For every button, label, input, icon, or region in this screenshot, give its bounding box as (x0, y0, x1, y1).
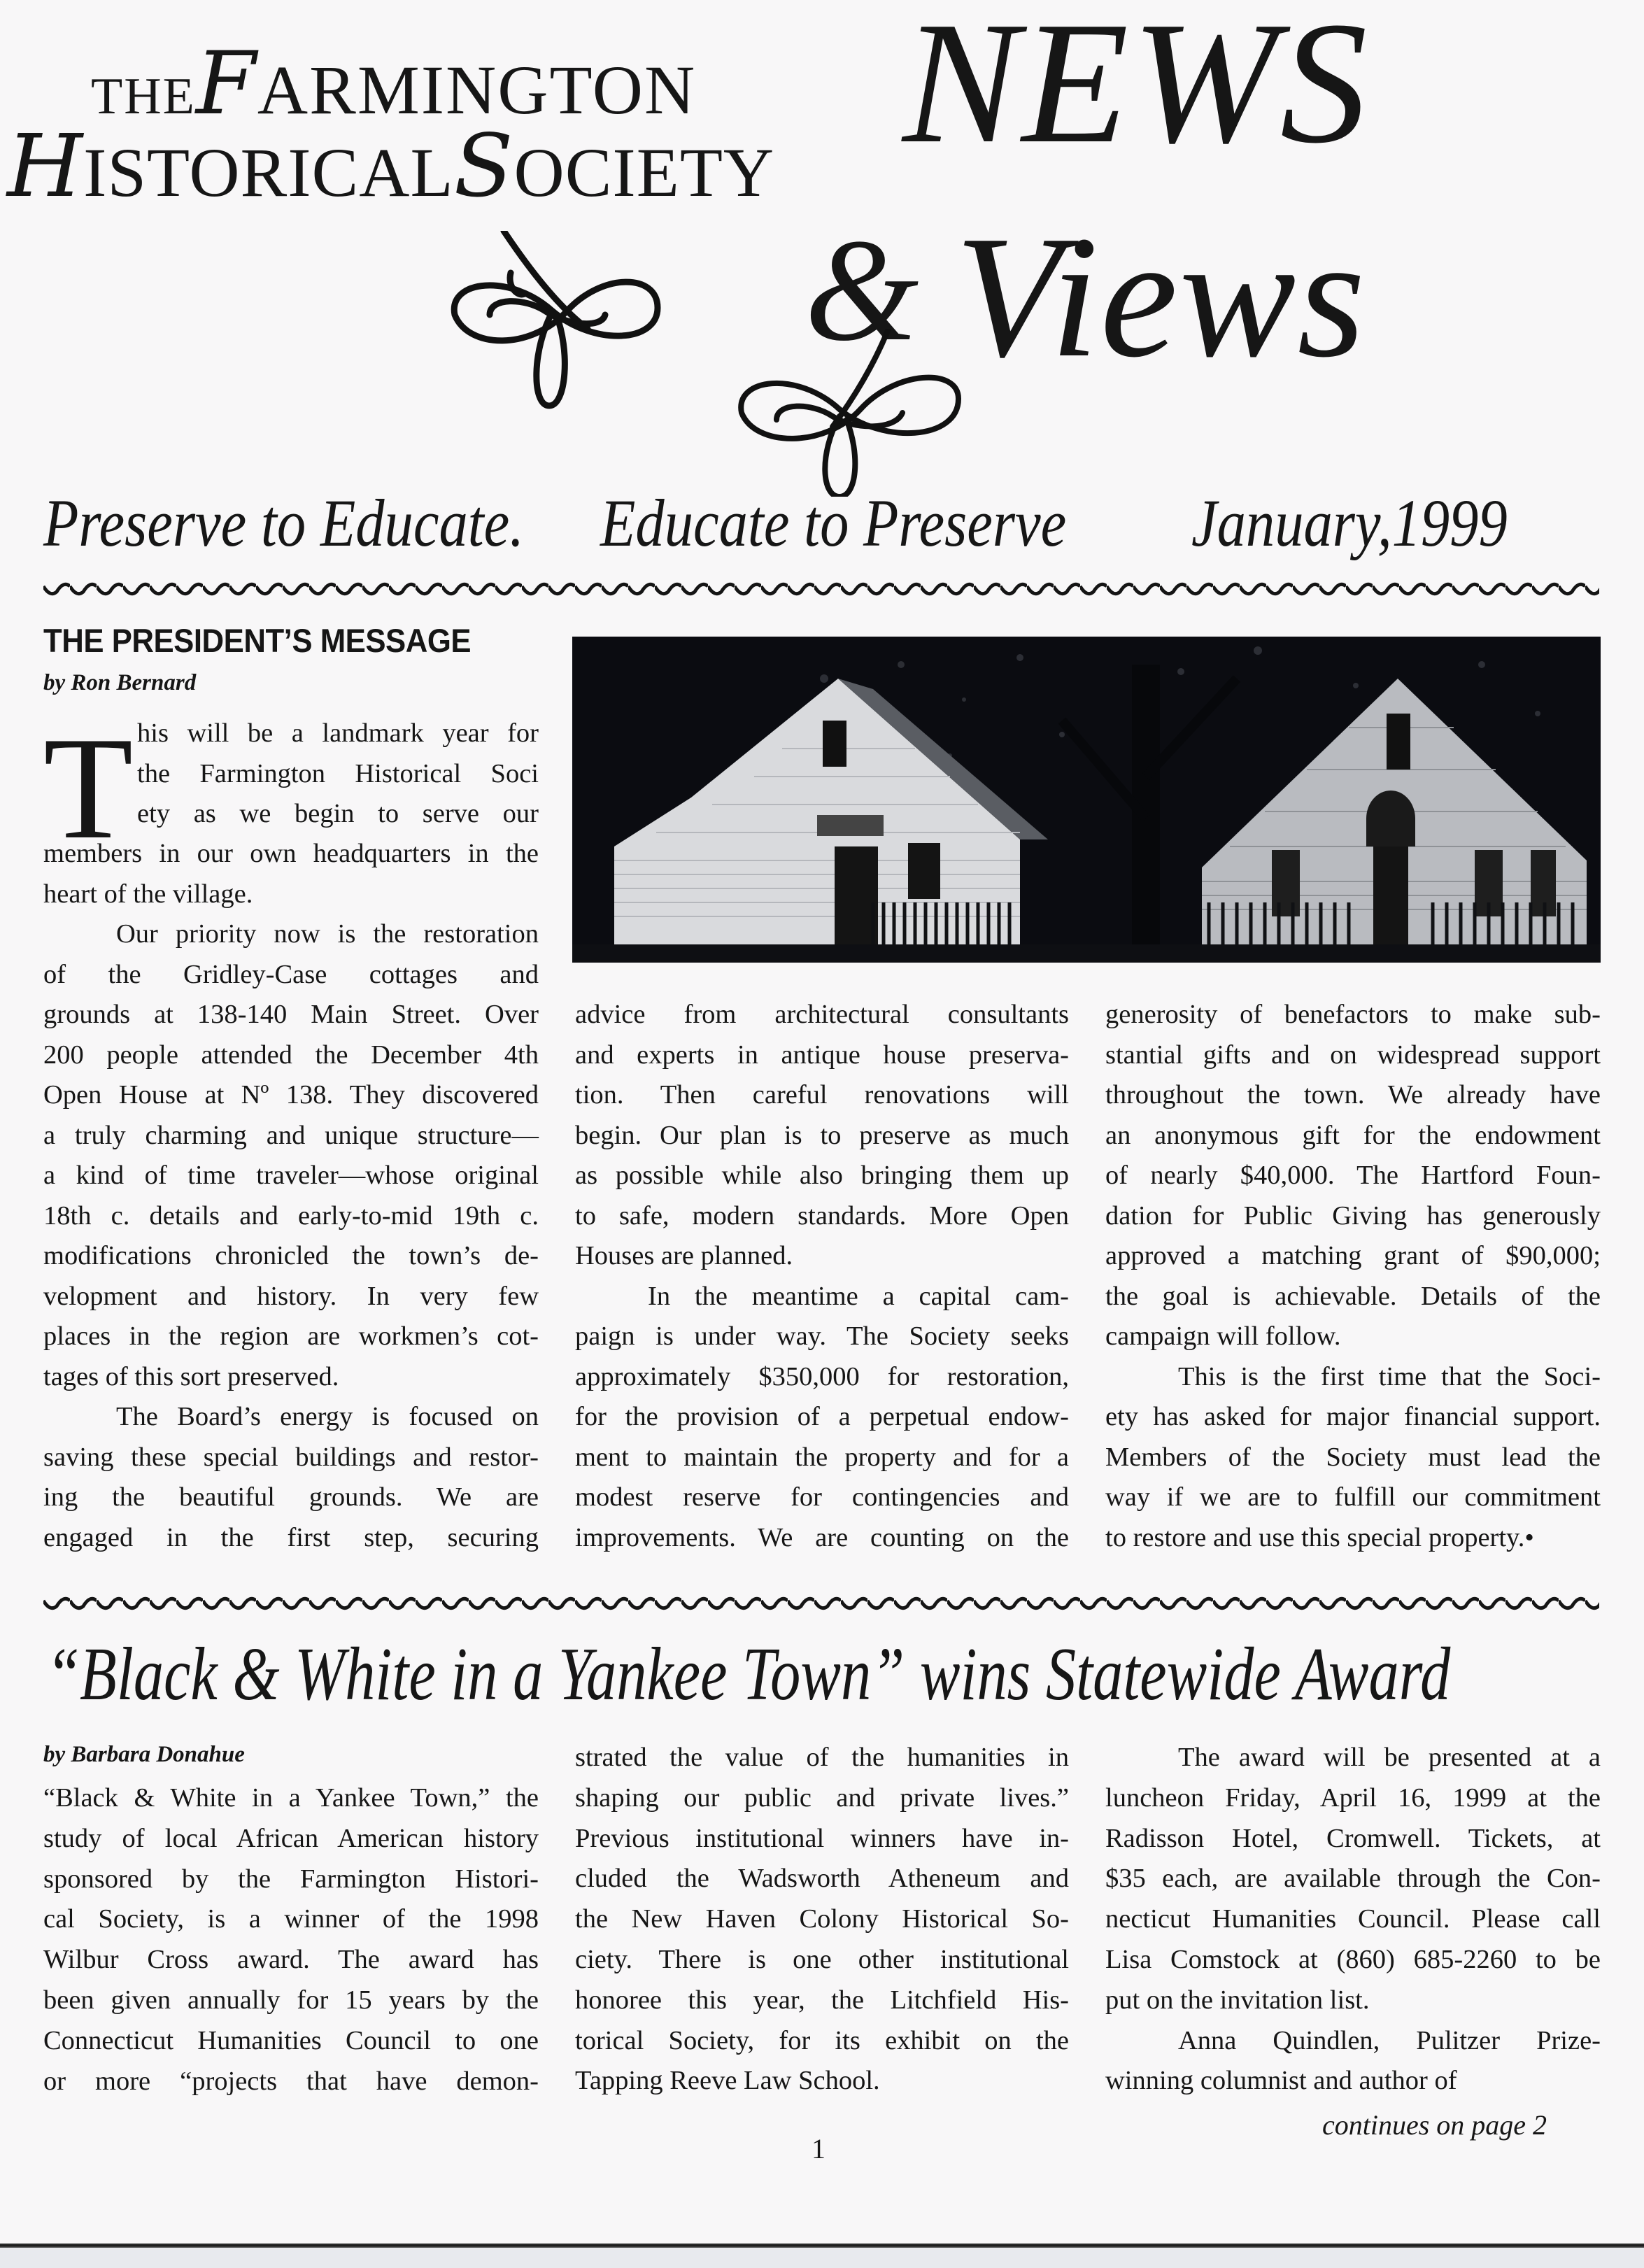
text-line: paign is under way. The Society seeks (575, 1321, 1069, 1351)
text-line: necticut Humanities Council. Please call (1105, 1904, 1601, 1934)
cottages-photo-illustration (572, 637, 1601, 963)
cottages-photo (572, 637, 1601, 963)
text-line: ing the beautiful grounds. We are (43, 1482, 539, 1512)
wavy-rule-divider-icon (43, 578, 1599, 606)
text-line: a kind of time traveler—whose original (43, 1161, 539, 1190)
text-line: strated the value of the humanities in (575, 1743, 1069, 1772)
text-line: ety as we begin to serve our (137, 799, 539, 828)
presidents-message-col1 (43, 834, 539, 1558)
text-line: for the provision of a perpetual endow- (575, 1402, 1069, 1431)
text-line: The award will be presented at a (1178, 1743, 1601, 1772)
byline-barbara-donahue: by Barbara Donahue (43, 1742, 245, 1767)
text-line: 18th c. details and early-to-mid 19th c. (43, 1200, 539, 1231)
text-line: ciety. There is one other institutional (575, 1944, 1069, 1974)
issue-date: January,1999 (1191, 486, 1508, 560)
org-name-line1 (91, 34, 697, 134)
text-line: of the Gridley-Case cottages and (43, 959, 539, 989)
org-name-swash-h: H (7, 116, 84, 217)
drop-cap: T (43, 707, 134, 870)
org-name-swash-s: S (453, 116, 514, 217)
text-line: begin. Our plan is to preserve as much (575, 1120, 1069, 1150)
motto-part2: Educate to Preserve (600, 486, 1067, 560)
org-name-society: OCIETY (513, 134, 775, 211)
text-line: Anna Quindlen, Pulitzer Prize- (1178, 2025, 1601, 2055)
presidents-message-col2 (575, 995, 1069, 1558)
text-line: “Black & White in a Yankee Town,” the (43, 1783, 539, 1813)
text-line: tages of this sort preserved. (43, 1361, 339, 1391)
newsletter-title-ampersand: & (805, 209, 919, 371)
text-line: shaping our public and private lives.” (575, 1782, 1069, 1813)
presidents-message-col1-top (137, 714, 539, 835)
text-line: his will be a landmark year for (137, 718, 539, 748)
motto-part1: Preserve to Educate. (43, 486, 524, 560)
text-line: Open House at Nº 138. They discovered (43, 1080, 539, 1110)
flourish-knot-ornament-icon (735, 329, 972, 497)
text-line: ety has asked for major financial support. (1105, 1402, 1601, 1431)
text-line: been given annually for 15 years by the (43, 1985, 539, 2015)
text-line: Connecticut Humanities Council to one (43, 2025, 539, 2055)
text-line: sponsored by the Farmington Histori- (43, 1864, 539, 1894)
text-line: ment to maintain the property and for a (575, 1442, 1069, 1472)
page-number: 1 (812, 2133, 825, 2164)
text-line: a truly charming and unique structure— (43, 1120, 539, 1150)
article-headline-award: “Black & White in a Yankee Town” wins Statewide Award (46, 1633, 1451, 1716)
flourish-knot-ornament-icon (427, 231, 693, 413)
text-line: This is the first time that the Soci- (1178, 1361, 1601, 1391)
text-line: heart of the village. (43, 879, 253, 909)
org-name-historical: ISTORICAL (83, 134, 454, 211)
text-line: luncheon Friday, April 16, 1999 at the (1105, 1782, 1601, 1813)
newsletter-title-views: Views (955, 200, 1367, 394)
text-line: put on the invitation list. (1105, 1985, 1370, 2015)
text-line: saving these special buildings and restor- (43, 1442, 539, 1472)
text-line: Houses are planned. (575, 1241, 793, 1270)
text-line: modifications chronicled the town’s de- (43, 1241, 539, 1270)
text-line: In the meantime a capital cam- (648, 1281, 1069, 1311)
text-line: engaged in the first step, securing (43, 1522, 539, 1552)
text-line: as possible while also bringing them up (575, 1161, 1069, 1190)
text-line: Tapping Reeve Law School. (575, 2066, 880, 2096)
wavy-rule-divider-icon (43, 1592, 1599, 1620)
org-name-swash-f: F (195, 34, 257, 134)
org-name-the: THE (91, 68, 196, 125)
text-line: the New Haven Colony Historical So- (575, 1904, 1069, 1934)
text-line: improvements. We are counting on the (575, 1522, 1069, 1552)
text-line: to restore and use this special property.• (1105, 1522, 1534, 1552)
text-line: throughout the town. We already have (1105, 1080, 1601, 1110)
text-line: cluded the Wadsworth Atheneum and (575, 1864, 1069, 1894)
award-article-col1 (43, 1778, 539, 2102)
text-line: torical Society, for its exhibit on the (575, 2025, 1069, 2055)
text-line: study of local African American history (43, 1823, 539, 1853)
text-line: approved a matching grant of $90,000; (1105, 1241, 1601, 1270)
text-line: Members of the Society must lead the (1105, 1442, 1601, 1472)
text-line: advice from architectural consultants (575, 1000, 1069, 1029)
text-line: modest reserve for contingencies and (575, 1482, 1069, 1512)
text-line: Previous institutional winners have in- (575, 1823, 1069, 1853)
text-line: to safe, modern standards. More Open (575, 1200, 1069, 1231)
text-line: dation for Public Giving has generously (1105, 1200, 1601, 1231)
text-line: $35 each, are available through the Con- (1105, 1864, 1601, 1894)
text-line: stantial gifts and on widespread support (1105, 1040, 1601, 1070)
text-line: Wilbur Cross award. The award has (43, 1945, 539, 1975)
award-article-col3 (1105, 1738, 1601, 2102)
continues-on-page-link[interactable]: continues on page 2 (1322, 2109, 1547, 2141)
text-line: or more “projects that have demon- (43, 2066, 539, 2096)
newsletter-title-news: NEWS (902, 0, 1370, 180)
text-line: the Farmington Historical Soci (137, 758, 539, 788)
text-line: cal Society, is a winner of the 1998 (43, 1904, 539, 1934)
text-line: Lisa Comstock at (860) 685-2260 to be (1105, 1944, 1601, 1974)
page-bottom-background (0, 2248, 1644, 2268)
text-line: the goal is achievable. Details of the (1105, 1281, 1601, 1311)
text-line: places in the region are workmen’s cot- (43, 1321, 539, 1351)
text-line: Radisson Hotel, Cromwell. Tickets, at (1105, 1823, 1601, 1853)
text-line: approximately $350,000 for restoration, (575, 1361, 1069, 1391)
text-line: generosity of benefactors to make sub- (1105, 1000, 1601, 1029)
text-line: 200 people attended the December 4th (43, 1040, 539, 1070)
text-line: and experts in antique house preserva- (575, 1040, 1069, 1070)
text-line: tion. Then careful renovations will (575, 1080, 1069, 1110)
text-line: grounds at 138-140 Main Street. Over (43, 1000, 539, 1029)
text-line: honoree this year, the Litchfield His- (575, 1985, 1069, 2015)
award-article-col2 (575, 1738, 1069, 2102)
text-line: Our priority now is the restoration (116, 919, 539, 949)
org-name-farmington: ARMINGTON (257, 51, 697, 129)
text-line: campaign will follow. (1105, 1321, 1341, 1351)
text-line: an anonymous gift for the endowment (1105, 1120, 1601, 1150)
text-line: The Board’s energy is focused on (116, 1402, 539, 1431)
text-line: way if we are to fulfill our commitment (1105, 1482, 1601, 1512)
text-line: winning columnist and author of (1105, 2066, 1457, 2096)
text-line: of nearly $40,000. The Hartford Foun- (1105, 1161, 1601, 1190)
section-heading-presidents-message: THE PRESIDENT’S MESSAGE (43, 622, 472, 659)
byline-ron-bernard: by Ron Bernard (43, 670, 197, 695)
presidents-message-col3 (1105, 995, 1601, 1558)
org-name-line2 (7, 116, 775, 217)
text-line: members in our own headquarters in the (43, 839, 539, 868)
text-line: velopment and history. In very few (43, 1281, 539, 1311)
